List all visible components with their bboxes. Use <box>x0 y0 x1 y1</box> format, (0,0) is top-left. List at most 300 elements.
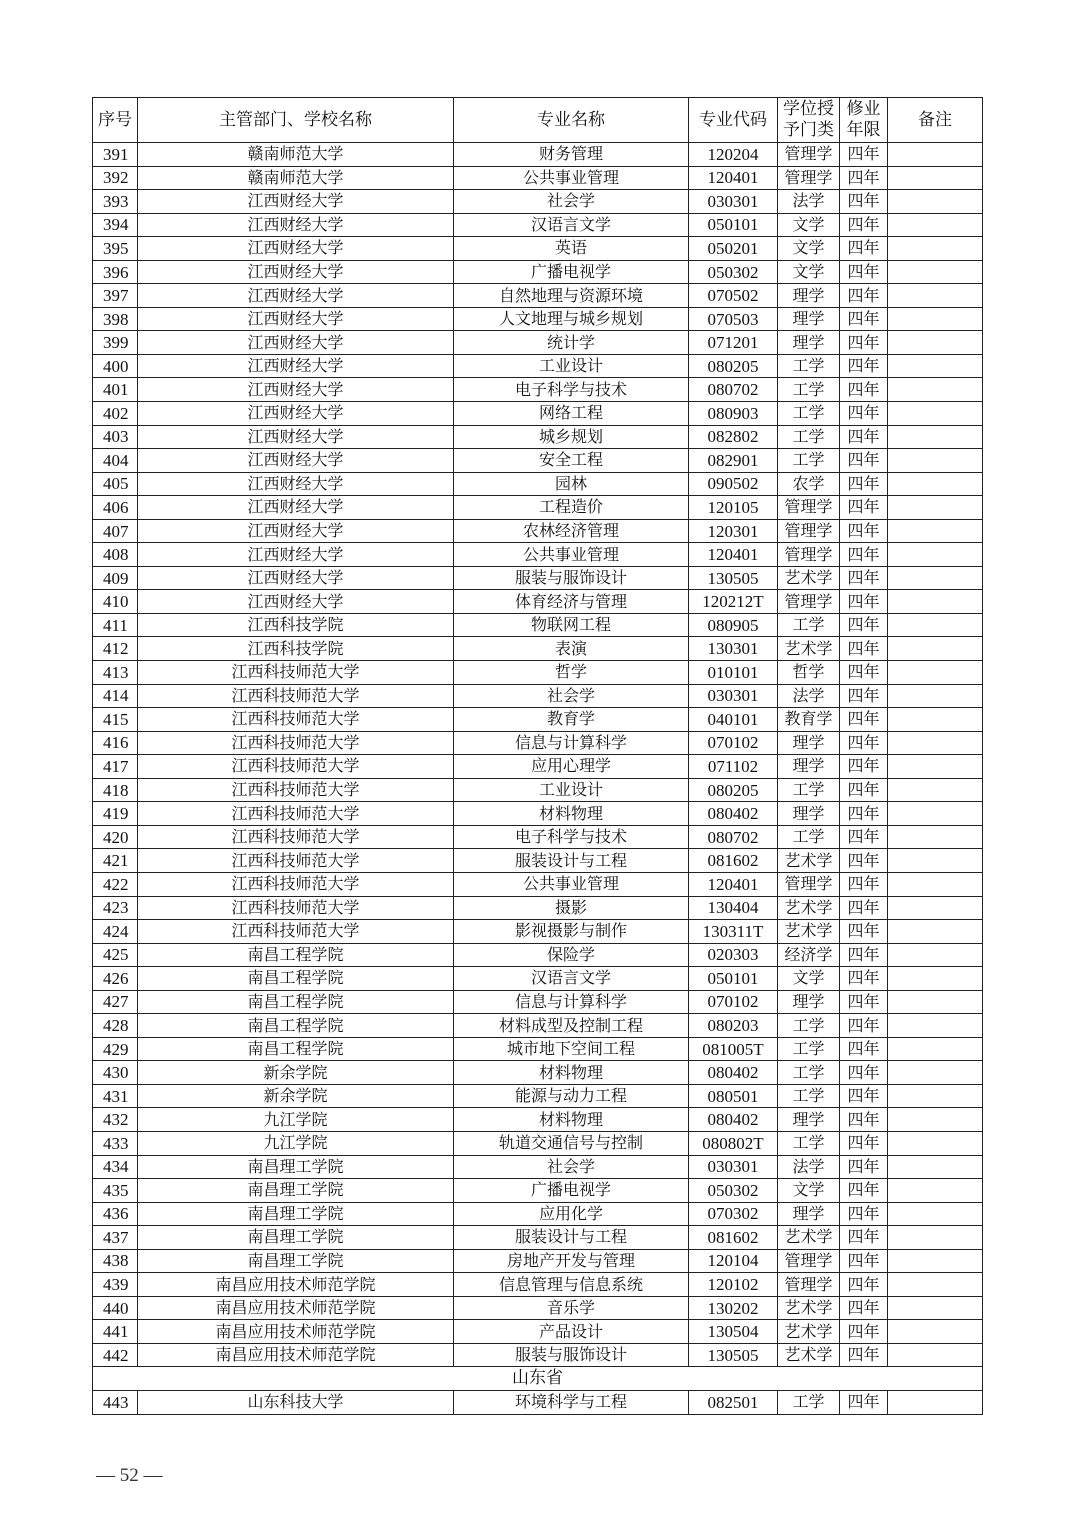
cell-index: 411 <box>93 613 138 637</box>
cell-index: 424 <box>93 920 138 944</box>
cell-school: 江西科技学院 <box>138 637 454 661</box>
cell-degree: 工学 <box>778 1037 840 1061</box>
cell-remark <box>888 943 983 967</box>
cell-duration: 四年 <box>840 967 888 991</box>
cell-school: 南昌理工学院 <box>138 1155 454 1179</box>
cell-major: 统计学 <box>454 331 689 355</box>
table-row <box>93 802 983 826</box>
cell-duration: 四年 <box>840 1037 888 1061</box>
table-row <box>93 425 983 449</box>
majors-table <box>92 97 983 1415</box>
cell-degree: 理学 <box>778 307 840 331</box>
header-remark: 备注 <box>888 98 983 143</box>
cell-index: 426 <box>93 967 138 991</box>
cell-index: 428 <box>93 1014 138 1038</box>
cell-code: 080205 <box>689 778 778 802</box>
cell-remark <box>888 190 983 214</box>
cell-remark <box>888 661 983 685</box>
cell-school: 江西财经大学 <box>138 402 454 426</box>
cell-degree: 管理学 <box>778 519 840 543</box>
cell-major: 材料物理 <box>454 1108 689 1132</box>
cell-degree: 工学 <box>778 825 840 849</box>
table-row <box>93 190 983 214</box>
cell-remark <box>888 708 983 732</box>
cell-duration: 四年 <box>840 849 888 873</box>
cell-remark <box>888 331 983 355</box>
cell-remark <box>888 778 983 802</box>
cell-index: 438 <box>93 1249 138 1273</box>
cell-school: 江西科技师范大学 <box>138 708 454 732</box>
cell-major: 音乐学 <box>454 1296 689 1320</box>
cell-index: 412 <box>93 637 138 661</box>
table-row <box>93 896 983 920</box>
cell-index: 442 <box>93 1343 138 1367</box>
cell-major: 工业设计 <box>454 778 689 802</box>
table-row <box>93 307 983 331</box>
table-row <box>93 967 983 991</box>
table-row <box>93 825 983 849</box>
cell-remark <box>888 637 983 661</box>
cell-degree: 工学 <box>778 778 840 802</box>
cell-index: 440 <box>93 1296 138 1320</box>
cell-duration: 四年 <box>840 1226 888 1250</box>
cell-code: 080402 <box>689 1108 778 1132</box>
cell-remark <box>888 496 983 520</box>
table-row <box>93 731 983 755</box>
cell-degree: 理学 <box>778 802 840 826</box>
cell-school: 江西科技师范大学 <box>138 802 454 826</box>
cell-duration: 四年 <box>840 190 888 214</box>
cell-major: 农林经济管理 <box>454 519 689 543</box>
cell-duration: 四年 <box>840 872 888 896</box>
cell-remark <box>888 1014 983 1038</box>
cell-duration: 四年 <box>840 284 888 308</box>
cell-index: 422 <box>93 872 138 896</box>
cell-index: 408 <box>93 543 138 567</box>
cell-degree: 艺术学 <box>778 1320 840 1344</box>
cell-remark <box>888 1084 983 1108</box>
cell-major: 公共事业管理 <box>454 872 689 896</box>
cell-code: 080402 <box>689 802 778 826</box>
cell-index: 415 <box>93 708 138 732</box>
cell-code: 050101 <box>689 967 778 991</box>
cell-school: 江西财经大学 <box>138 472 454 496</box>
cell-duration: 四年 <box>840 1155 888 1179</box>
cell-school: 南昌工程学院 <box>138 1014 454 1038</box>
cell-code: 130301 <box>689 637 778 661</box>
cell-degree: 工学 <box>778 1084 840 1108</box>
table-row <box>93 849 983 873</box>
cell-code: 080501 <box>689 1084 778 1108</box>
cell-remark <box>888 1131 983 1155</box>
cell-duration: 四年 <box>840 425 888 449</box>
cell-major: 安全工程 <box>454 449 689 473</box>
cell-school: 南昌理工学院 <box>138 1179 454 1203</box>
cell-duration: 四年 <box>840 496 888 520</box>
cell-remark <box>888 849 983 873</box>
cell-duration: 四年 <box>840 1343 888 1367</box>
cell-duration: 四年 <box>840 802 888 826</box>
cell-index: 432 <box>93 1108 138 1132</box>
cell-major: 物联网工程 <box>454 613 689 637</box>
cell-index: 434 <box>93 1155 138 1179</box>
cell-major: 服装与服饰设计 <box>454 1343 689 1367</box>
cell-code: 120204 <box>689 143 778 167</box>
cell-index: 430 <box>93 1061 138 1085</box>
table-header-row <box>93 98 983 143</box>
cell-index: 416 <box>93 731 138 755</box>
cell-degree: 管理学 <box>778 166 840 190</box>
cell-remark <box>888 237 983 261</box>
cell-index: 400 <box>93 354 138 378</box>
cell-school: 江西科技师范大学 <box>138 896 454 920</box>
cell-remark <box>888 143 983 167</box>
cell-code: 082501 <box>689 1390 778 1414</box>
cell-school: 南昌应用技术师范学院 <box>138 1296 454 1320</box>
cell-remark <box>888 1226 983 1250</box>
cell-major: 英语 <box>454 237 689 261</box>
cell-degree: 法学 <box>778 190 840 214</box>
cell-major: 社会学 <box>454 684 689 708</box>
cell-major: 信息与计算科学 <box>454 731 689 755</box>
cell-code: 120212T <box>689 590 778 614</box>
cell-duration: 四年 <box>840 331 888 355</box>
cell-duration: 四年 <box>840 1296 888 1320</box>
cell-code: 071102 <box>689 755 778 779</box>
cell-duration: 四年 <box>840 449 888 473</box>
cell-degree: 管理学 <box>778 143 840 167</box>
cell-degree: 艺术学 <box>778 849 840 873</box>
cell-school: 江西科技师范大学 <box>138 661 454 685</box>
cell-index: 413 <box>93 661 138 685</box>
cell-school: 江西科技师范大学 <box>138 755 454 779</box>
cell-index: 398 <box>93 307 138 331</box>
cell-major: 哲学 <box>454 661 689 685</box>
table-row <box>93 708 983 732</box>
cell-remark <box>888 613 983 637</box>
cell-code: 120401 <box>689 543 778 567</box>
cell-duration: 四年 <box>840 1320 888 1344</box>
cell-duration: 四年 <box>840 566 888 590</box>
cell-major: 服装设计与工程 <box>454 1226 689 1250</box>
cell-major: 摄影 <box>454 896 689 920</box>
cell-degree: 艺术学 <box>778 1343 840 1367</box>
cell-code: 120301 <box>689 519 778 543</box>
cell-index: 402 <box>93 402 138 426</box>
cell-remark <box>888 425 983 449</box>
cell-school: 江西财经大学 <box>138 354 454 378</box>
table-row <box>93 449 983 473</box>
cell-remark <box>888 166 983 190</box>
cell-duration: 四年 <box>840 213 888 237</box>
table-row <box>93 1014 983 1038</box>
table-row <box>93 496 983 520</box>
cell-duration: 四年 <box>840 613 888 637</box>
cell-major: 自然地理与资源环境 <box>454 284 689 308</box>
cell-major: 应用化学 <box>454 1202 689 1226</box>
table-row <box>93 1084 983 1108</box>
cell-major: 广播电视学 <box>454 1179 689 1203</box>
cell-duration: 四年 <box>840 637 888 661</box>
cell-degree: 工学 <box>778 425 840 449</box>
cell-school: 江西财经大学 <box>138 543 454 567</box>
cell-code: 050302 <box>689 1179 778 1203</box>
cell-code: 030301 <box>689 1155 778 1179</box>
cell-remark <box>888 731 983 755</box>
cell-degree: 文学 <box>778 213 840 237</box>
cell-school: 赣南师范大学 <box>138 143 454 167</box>
cell-duration: 四年 <box>840 684 888 708</box>
cell-degree: 文学 <box>778 1179 840 1203</box>
cell-index: 401 <box>93 378 138 402</box>
table-row <box>93 1390 983 1414</box>
cell-school: 南昌理工学院 <box>138 1202 454 1226</box>
cell-major: 教育学 <box>454 708 689 732</box>
cell-degree: 艺术学 <box>778 896 840 920</box>
cell-duration: 四年 <box>840 1202 888 1226</box>
cell-duration: 四年 <box>840 731 888 755</box>
cell-remark <box>888 990 983 1014</box>
cell-remark <box>888 307 983 331</box>
cell-major: 体育经济与管理 <box>454 590 689 614</box>
cell-duration: 四年 <box>840 755 888 779</box>
cell-index: 423 <box>93 896 138 920</box>
cell-remark <box>888 1320 983 1344</box>
header-school: 主管部门、学校名称 <box>138 98 454 143</box>
header-index: 序号 <box>93 98 138 143</box>
table-row <box>93 1296 983 1320</box>
cell-code: 070102 <box>689 731 778 755</box>
cell-index: 410 <box>93 590 138 614</box>
table-row <box>93 1179 983 1203</box>
cell-code: 080203 <box>689 1014 778 1038</box>
cell-index: 407 <box>93 519 138 543</box>
cell-degree: 管理学 <box>778 1273 840 1297</box>
cell-school: 南昌应用技术师范学院 <box>138 1273 454 1297</box>
cell-code: 050302 <box>689 260 778 284</box>
cell-degree: 理学 <box>778 284 840 308</box>
cell-remark <box>888 590 983 614</box>
cell-degree: 工学 <box>778 1390 840 1414</box>
cell-code: 120401 <box>689 166 778 190</box>
cell-major: 电子科学与技术 <box>454 825 689 849</box>
cell-remark <box>888 1155 983 1179</box>
cell-degree: 教育学 <box>778 708 840 732</box>
cell-school: 南昌应用技术师范学院 <box>138 1320 454 1344</box>
cell-degree: 艺术学 <box>778 1296 840 1320</box>
cell-remark <box>888 802 983 826</box>
cell-index: 394 <box>93 213 138 237</box>
cell-index: 404 <box>93 449 138 473</box>
table-row <box>93 1155 983 1179</box>
cell-degree: 工学 <box>778 1061 840 1085</box>
table-row <box>93 637 983 661</box>
cell-code: 130404 <box>689 896 778 920</box>
cell-degree: 文学 <box>778 260 840 284</box>
cell-school: 赣南师范大学 <box>138 166 454 190</box>
cell-index: 397 <box>93 284 138 308</box>
cell-duration: 四年 <box>840 590 888 614</box>
cell-major: 能源与动力工程 <box>454 1084 689 1108</box>
cell-duration: 四年 <box>840 1131 888 1155</box>
cell-index: 409 <box>93 566 138 590</box>
cell-duration: 四年 <box>840 1014 888 1038</box>
cell-code: 040101 <box>689 708 778 732</box>
cell-code: 081602 <box>689 849 778 873</box>
table-row <box>93 1108 983 1132</box>
cell-code: 130505 <box>689 1343 778 1367</box>
cell-school: 江西财经大学 <box>138 425 454 449</box>
cell-major: 材料成型及控制工程 <box>454 1014 689 1038</box>
table-row <box>93 284 983 308</box>
cell-major: 城市地下空间工程 <box>454 1037 689 1061</box>
cell-code: 010101 <box>689 661 778 685</box>
cell-code: 120401 <box>689 872 778 896</box>
cell-duration: 四年 <box>840 896 888 920</box>
cell-school: 江西财经大学 <box>138 190 454 214</box>
cell-duration: 四年 <box>840 402 888 426</box>
cell-major: 信息管理与信息系统 <box>454 1273 689 1297</box>
cell-school: 江西财经大学 <box>138 449 454 473</box>
province-section-row <box>93 1367 983 1391</box>
cell-school: 江西财经大学 <box>138 566 454 590</box>
table-row <box>93 990 983 1014</box>
cell-code: 130202 <box>689 1296 778 1320</box>
cell-major: 广播电视学 <box>454 260 689 284</box>
table-row <box>93 1273 983 1297</box>
cell-degree: 艺术学 <box>778 1226 840 1250</box>
cell-code: 030301 <box>689 190 778 214</box>
cell-code: 080802T <box>689 1131 778 1155</box>
cell-index: 417 <box>93 755 138 779</box>
cell-major: 服装与服饰设计 <box>454 566 689 590</box>
cell-index: 418 <box>93 778 138 802</box>
cell-code: 081005T <box>689 1037 778 1061</box>
cell-duration: 四年 <box>840 472 888 496</box>
table-row <box>93 402 983 426</box>
cell-school: 南昌工程学院 <box>138 1037 454 1061</box>
cell-major: 表演 <box>454 637 689 661</box>
cell-degree: 艺术学 <box>778 920 840 944</box>
cell-index: 405 <box>93 472 138 496</box>
cell-major: 房地产开发与管理 <box>454 1249 689 1273</box>
cell-degree: 艺术学 <box>778 637 840 661</box>
cell-code: 082901 <box>689 449 778 473</box>
cell-index: 420 <box>93 825 138 849</box>
cell-major: 应用心理学 <box>454 755 689 779</box>
cell-code: 082802 <box>689 425 778 449</box>
table-row <box>93 166 983 190</box>
cell-index: 403 <box>93 425 138 449</box>
table-row <box>93 143 983 167</box>
cell-code: 081602 <box>689 1226 778 1250</box>
cell-code: 120102 <box>689 1273 778 1297</box>
cell-code: 120104 <box>689 1249 778 1273</box>
cell-degree: 管理学 <box>778 590 840 614</box>
cell-code: 080402 <box>689 1061 778 1085</box>
table-row <box>93 1249 983 1273</box>
cell-degree: 理学 <box>778 731 840 755</box>
cell-code: 020303 <box>689 943 778 967</box>
cell-remark <box>888 1179 983 1203</box>
table-row <box>93 590 983 614</box>
cell-major: 材料物理 <box>454 802 689 826</box>
cell-duration: 四年 <box>840 661 888 685</box>
header-degree: 学位授予门类 <box>778 98 840 143</box>
cell-school: 江西科技师范大学 <box>138 825 454 849</box>
cell-duration: 四年 <box>840 237 888 261</box>
cell-major: 工业设计 <box>454 354 689 378</box>
cell-remark <box>888 402 983 426</box>
cell-school: 南昌工程学院 <box>138 967 454 991</box>
cell-school: 江西科技师范大学 <box>138 778 454 802</box>
cell-major: 电子科学与技术 <box>454 378 689 402</box>
cell-index: 433 <box>93 1131 138 1155</box>
table-row <box>93 943 983 967</box>
cell-major: 园林 <box>454 472 689 496</box>
cell-duration: 四年 <box>840 1179 888 1203</box>
cell-degree: 农学 <box>778 472 840 496</box>
cell-index: 419 <box>93 802 138 826</box>
cell-major: 人文地理与城乡规划 <box>454 307 689 331</box>
cell-degree: 管理学 <box>778 543 840 567</box>
cell-duration: 四年 <box>840 260 888 284</box>
cell-major: 社会学 <box>454 190 689 214</box>
cell-code: 070302 <box>689 1202 778 1226</box>
cell-degree: 理学 <box>778 1108 840 1132</box>
cell-remark <box>888 519 983 543</box>
table-row <box>93 1131 983 1155</box>
cell-remark <box>888 920 983 944</box>
table-row <box>93 472 983 496</box>
table-row <box>93 1343 983 1367</box>
cell-degree: 哲学 <box>778 661 840 685</box>
cell-school: 江西科技师范大学 <box>138 731 454 755</box>
cell-school: 江西科技师范大学 <box>138 872 454 896</box>
cell-remark <box>888 1037 983 1061</box>
cell-school: 江西财经大学 <box>138 590 454 614</box>
cell-remark <box>888 1390 983 1414</box>
table-row <box>93 920 983 944</box>
table-row <box>93 872 983 896</box>
cell-degree: 管理学 <box>778 496 840 520</box>
cell-remark <box>888 1296 983 1320</box>
cell-degree: 理学 <box>778 1202 840 1226</box>
cell-remark <box>888 260 983 284</box>
cell-school: 新余学院 <box>138 1084 454 1108</box>
cell-remark <box>888 1061 983 1085</box>
cell-index: 395 <box>93 237 138 261</box>
cell-degree: 工学 <box>778 613 840 637</box>
cell-index: 437 <box>93 1226 138 1250</box>
cell-duration: 四年 <box>840 825 888 849</box>
cell-remark <box>888 354 983 378</box>
cell-school: 九江学院 <box>138 1108 454 1132</box>
cell-duration: 四年 <box>840 1390 888 1414</box>
cell-major: 轨道交通信号与控制 <box>454 1131 689 1155</box>
cell-duration: 四年 <box>840 990 888 1014</box>
cell-remark <box>888 896 983 920</box>
table-row <box>93 684 983 708</box>
majors-table-container <box>92 97 982 1415</box>
cell-code: 120105 <box>689 496 778 520</box>
cell-remark <box>888 1249 983 1273</box>
cell-code: 050101 <box>689 213 778 237</box>
cell-index: 439 <box>93 1273 138 1297</box>
table-row <box>93 613 983 637</box>
table-row <box>93 1037 983 1061</box>
cell-duration: 四年 <box>840 519 888 543</box>
